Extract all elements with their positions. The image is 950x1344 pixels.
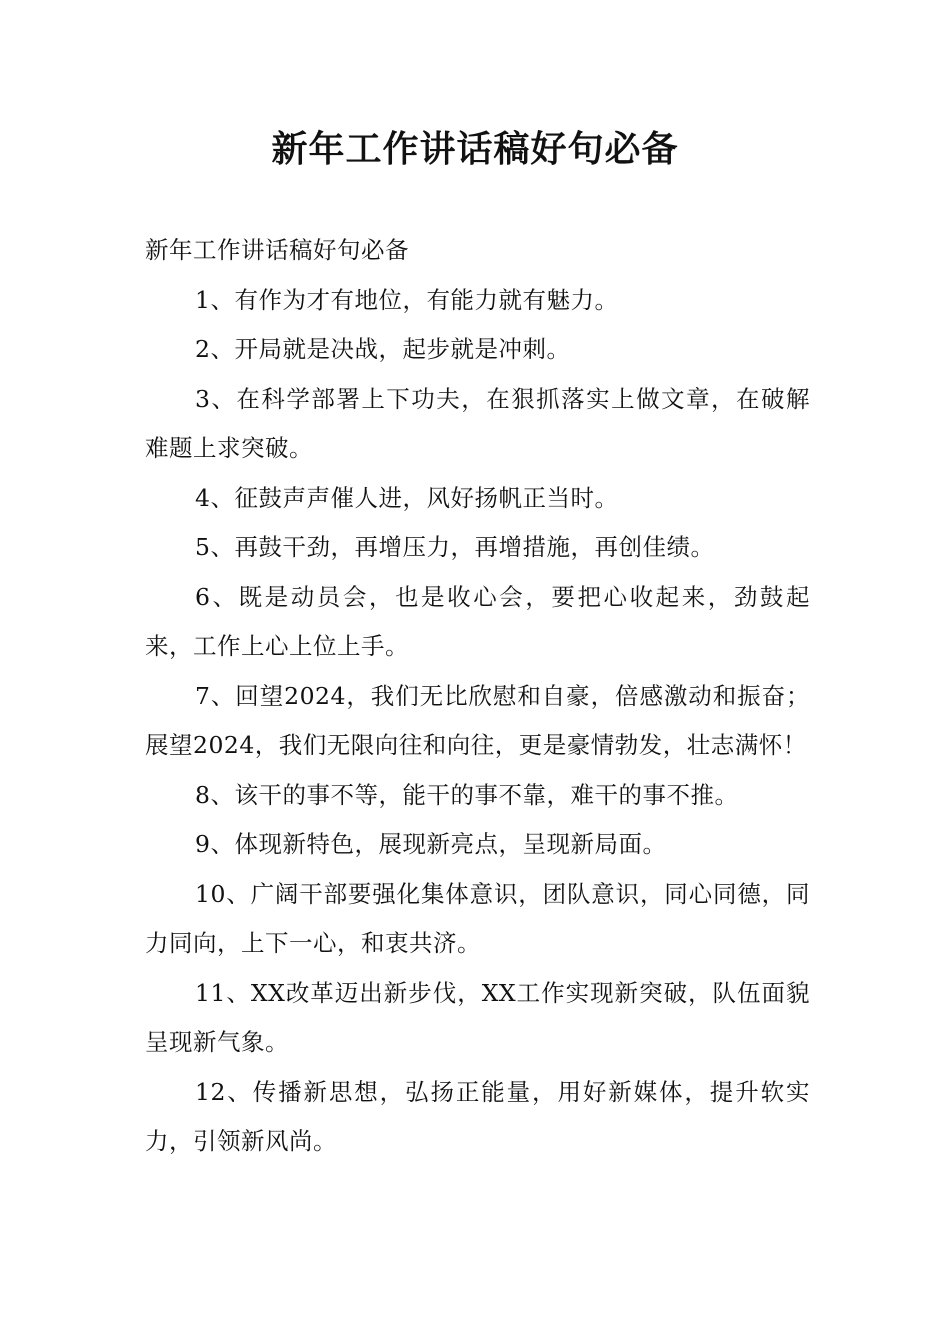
quote-item-12: 12、传播新思想，弘扬正能量，用好新媒体，提升软实力，引领新风尚。 (145, 1077, 810, 1155)
quote-item-10: 10、广阔干部要强化集体意识，团队意识，同心同德，同力同向，上下一心，和衷共济。 (145, 879, 810, 957)
document-body (145, 226, 810, 1167)
quote-item-1: 1、有作为才有地位，有能力就有魅力。 (195, 285, 619, 314)
quote-item-7: 7、回望2024，我们无比欣慰和自豪，倍感激动和振奋；展望2024，我们无限向往和向往，更是豪情勃发，壮志满怀！ (145, 681, 810, 759)
quote-item-6: 6、既是动员会，也是收心会，要把心收起来，劲鼓起来，工作上心上位上手。 (145, 582, 810, 660)
body-subtitle: 新年工作讲话稿好句必备 (145, 236, 409, 264)
quote-item-11: 11、XX改革迈出新步伐，XX工作实现新突破，队伍面貌呈现新气象。 (145, 978, 810, 1056)
quote-item-3: 3、在科学部署上下功夫，在狠抓落实上做文章，在破解难题上求突破。 (145, 384, 810, 462)
document-title: 新年工作讲话稿好句必备 (271, 129, 679, 170)
quote-item-8: 8、该干的事不等，能干的事不靠，难干的事不推。 (195, 780, 739, 809)
quote-item-9: 9、体现新特色，展现新亮点，呈现新局面。 (195, 830, 667, 858)
quote-item-5: 5、再鼓干劲，再增压力，再增措施，再创佳绩。 (195, 533, 715, 561)
quote-item-2: 2、开局就是决战，起步就是冲刺。 (195, 335, 571, 363)
quote-item-4: 4、征鼓声声催人进，风好扬帆正当时。 (195, 483, 619, 512)
